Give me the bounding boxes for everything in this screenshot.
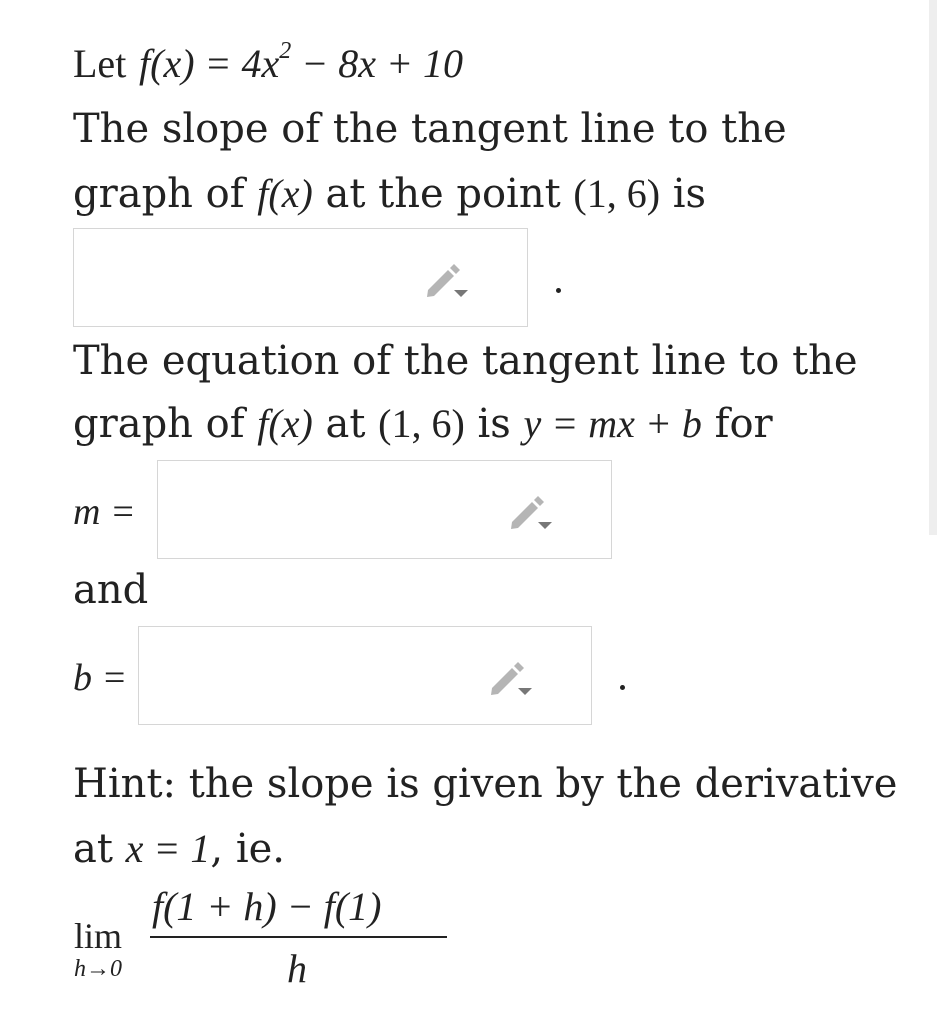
slope-input[interactable] <box>84 239 447 316</box>
function-formula: $f(x) = 4x^2 - 8x + 10$ <box>139 37 464 86</box>
pencil-icon[interactable] <box>488 658 536 698</box>
part2-line2: graph of f(x) at (1, 6) is y = mx + b for <box>73 401 773 447</box>
m-label: m = <box>73 491 136 533</box>
lim-label: lim <box>74 916 123 956</box>
hint-x-value: x = 1 <box>125 826 211 871</box>
b-label: b = <box>73 657 128 699</box>
tangent-equation: y = mx + b <box>523 401 702 446</box>
part1-fx: f(x) <box>257 171 313 216</box>
function-definition <box>73 37 464 88</box>
hint-line2: at x = 1, ie. <box>73 826 285 872</box>
b-answer-box[interactable] <box>138 626 592 725</box>
pencil-icon[interactable] <box>424 260 472 300</box>
slope-answer-box[interactable] <box>73 228 528 327</box>
m-answer-box[interactable] <box>157 460 612 559</box>
hint-line1: Hint: the slope is given by the derivative <box>73 761 898 807</box>
period-dot <box>556 288 561 293</box>
m-input[interactable] <box>168 471 531 548</box>
and-label: and <box>73 567 149 613</box>
part1-line2: graph of f(x) at the point (1, 6) is <box>73 171 707 217</box>
part1-line1: The slope of the tangent line to the <box>73 106 787 152</box>
fraction-bar <box>150 936 447 938</box>
lim-subscript: h→0 <box>74 956 122 982</box>
period-dot <box>620 685 625 690</box>
limit-numerator: f(1 + h) − f(1) <box>152 884 382 929</box>
intro-prefix: Let <box>73 41 127 86</box>
part1-point: (1, 6) <box>573 171 661 216</box>
scrollbar-track[interactable] <box>929 0 937 535</box>
pencil-icon[interactable] <box>508 492 556 532</box>
limit-denominator: h <box>287 946 307 991</box>
b-input[interactable] <box>149 637 511 714</box>
part2-line1: The equation of the tangent line to the <box>73 338 858 384</box>
